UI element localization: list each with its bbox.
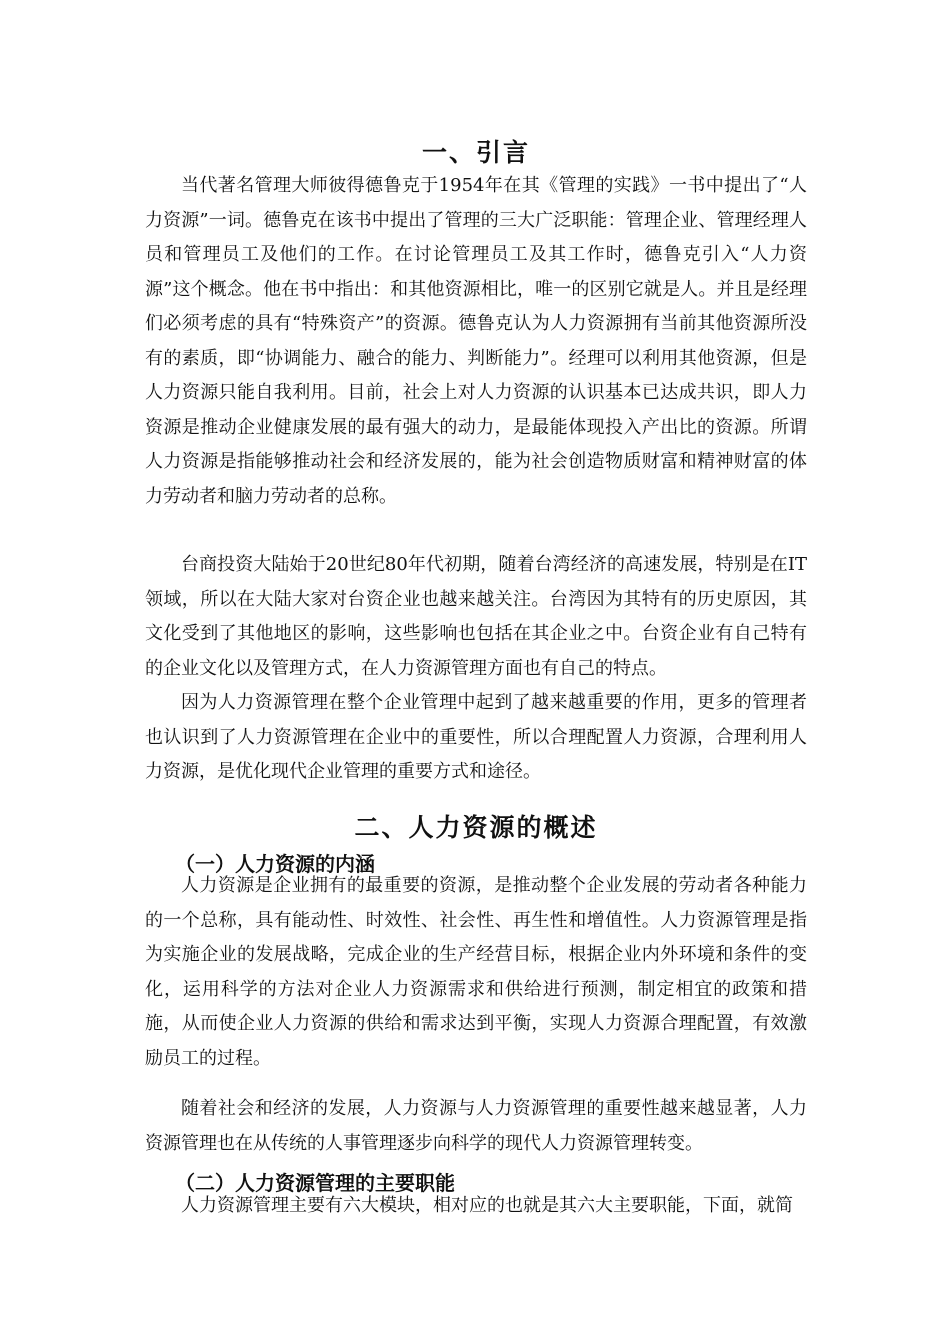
subsection-1-title: （一）人力资源的内涵 [175, 852, 375, 876]
subsection-1-paragraph-1: 人力资源是企业拥有的最重要的资源，是推动整个企业发展的劳动者各种能力的一个总称，具有能动性、时效性、社会性、再生性和增值性。人力资源管理是指为实施企业的发展战略，完成企业的生产经营目标，根据企业内外环境和条件的变化，运用科学的方法对企业人力资源需求和供给进行预测，制定相宜的政策和措施，从而使企业人力资源的供给和需求达到平衡，实现人力资源合理配置，有效激励员工的过程。 [145, 875, 807, 1069]
subsection-2-title: （二）人力资源管理的主要职能 [175, 1171, 455, 1195]
section-2-title: 二、人力资源的概述 [354, 813, 598, 842]
subsection-1-paragraph-2: 随着社会和经济的发展，人力资源与人力资源管理的重要性越来越显著，人力资源管理也在从传统的人事管理逐步向科学的现代人力资源管理转变。 [145, 1098, 807, 1154]
section-1-paragraph-3: 因为人力资源管理在整个企业管理中起到了越来越重要的作用，更多的管理者也认识到了人力资源管理在企业中的重要性，所以合理配置人力资源，合理利用人力资源，是优化现代企业管理的重要方式和途径。 [145, 692, 807, 782]
section-1-paragraph-2: 台商投资大陆始于20世纪80年代初期，随着台湾经济的高速发展，特别是在IT领域，所以在大陆大家对台资企业也越来越关注。台湾因为其特有的历史原因，其文化受到了其他地区的影响，这些影响也包括在其企业之中。台资企业有自己特有的企业文化以及管理方式，在人力资源管理方面也有自己的特点。 [145, 554, 807, 679]
subsection-2-paragraph-1: 人力资源管理主要有六大模块，相对应的也就是其六大主要职能，下面，就简 [181, 1195, 793, 1216]
section-1-paragraph-1: 当代著名管理大师彼得德鲁克于1954年在其《管理的实践》一书中提出了“人力资源”一词。德鲁克在该书中提出了管理的三大广泛职能：管理企业、管理经理人员和管理员工及他们的工作。在讨论管理员工及其工作时，德鲁克引入“人力资源”这个概念。他在书中指出：和其他资源相比，唯一的区别它就是人。并且是经理们必须考虑的具有“特殊资产”的资源。德鲁克认为人力资源拥有当前其他资源所没有的素质，即“协调能力、融合的能力、判断能力”。经理可以利用其他资源，但是人力资源只能自我利用。目前，社会上对人力资源的认识基本已达成共识，即人力资源是推动企业健康发展的最有强大的动力，是最能体现投入产出比的资源。所谓人力资源是指能够推动社会和经济发展的，能为社会创造物质财富和精神财富的体力劳动者和脑力劳动者的总称。 [145, 175, 807, 507]
section-1-title: 一、引言 [421, 138, 530, 167]
